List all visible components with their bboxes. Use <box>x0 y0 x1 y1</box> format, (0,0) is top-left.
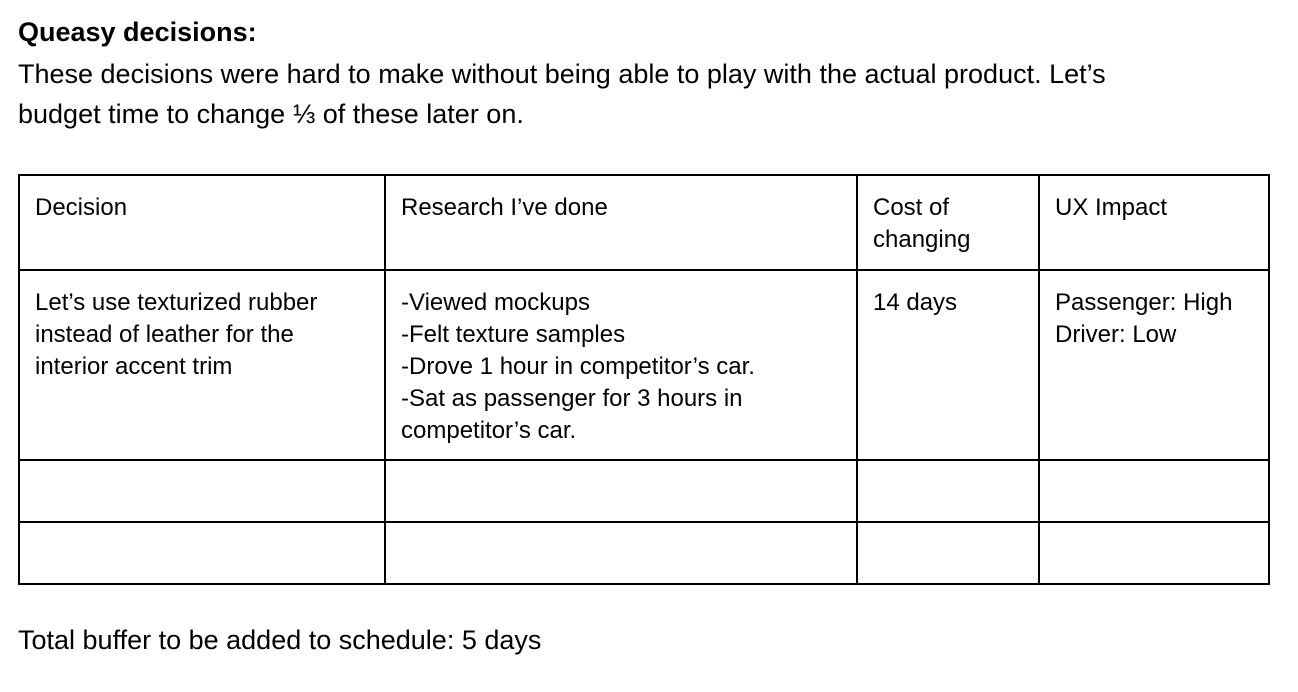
intro-line: These decisions were hard to make without being able to play with the actual product. Let’s <box>18 59 1106 89</box>
empty-cell[interactable] <box>1039 460 1269 522</box>
empty-cell[interactable] <box>857 522 1039 584</box>
header-cell-research[interactable]: Research I’ve done <box>385 175 857 270</box>
intro-line: budget time to change ⅓ of these later on. <box>18 99 524 129</box>
cell-research[interactable] <box>385 270 857 460</box>
cell-cost[interactable]: 14 days <box>857 270 1039 460</box>
empty-cell[interactable] <box>19 460 385 522</box>
header-cell-ux-impact[interactable]: UX Impact <box>1039 175 1269 270</box>
research-item: -Viewed mockups <box>401 289 590 316</box>
intro-paragraph <box>18 54 1268 134</box>
research-item: -Felt texture samples <box>401 321 626 348</box>
ux-impact-item: Driver: Low <box>1055 321 1177 348</box>
header-cell-decision[interactable]: Decision <box>19 175 385 270</box>
table-row <box>19 270 1269 460</box>
empty-cell[interactable] <box>19 522 385 584</box>
buffer-summary: Total buffer to be added to schedule: 5 days <box>18 625 542 655</box>
table-row-empty <box>19 522 1269 584</box>
research-item: -Sat as passenger for 3 hours in competitor’s car. <box>401 385 743 444</box>
cell-ux-impact[interactable] <box>1039 270 1269 460</box>
table-header-row <box>19 175 1269 270</box>
ux-impact-item: Passenger: High <box>1055 289 1233 316</box>
research-item: -Drove 1 hour in competitor’s car. <box>401 353 755 380</box>
table-row-empty <box>19 460 1269 522</box>
decisions-table <box>18 174 1270 585</box>
empty-cell[interactable] <box>385 522 857 584</box>
empty-cell[interactable] <box>385 460 857 522</box>
empty-cell[interactable] <box>1039 522 1269 584</box>
section-heading: Queasy decisions: <box>18 17 257 47</box>
empty-cell[interactable] <box>857 460 1039 522</box>
header-cell-cost[interactable]: Cost of changing <box>857 175 1039 270</box>
cell-decision[interactable]: Let’s use texturized rubber instead of leather for the interior accent trim <box>19 270 385 460</box>
